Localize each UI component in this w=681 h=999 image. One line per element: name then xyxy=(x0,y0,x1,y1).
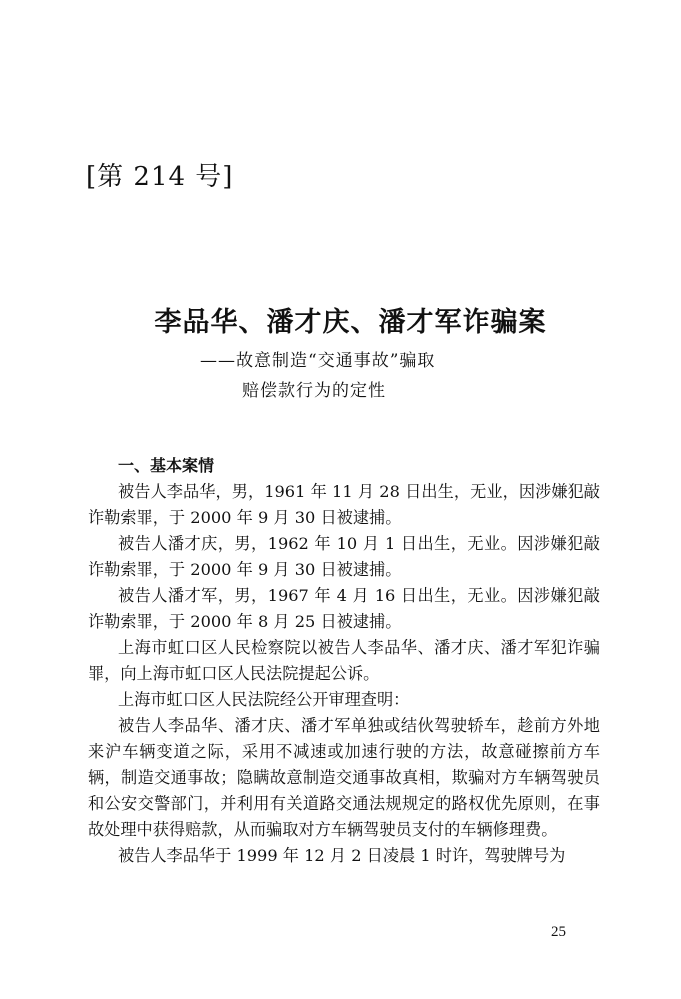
case-number: [第 214 号] xyxy=(86,162,234,192)
paragraph-defendant-1: 被告人李品华，男，1961 年 11 月 28 日出生，无业，因涉嫌犯敲诈勒索罪，于 2000 年 9 月 30 日被逮捕。 xyxy=(88,482,600,527)
paragraph-prosecution: 上海市虹口区人民检察院以被告人李品华、潘才庆、潘才军犯诈骗罪，向上海市虹口区人民法院提起公诉。 xyxy=(88,638,600,683)
body-text xyxy=(88,453,600,869)
paragraph-defendant-2: 被告人潘才庆，男，1962 年 10 月 1 日出生，无业。因涉嫌犯敲诈勒索罪，于 2000 年 9 月 30 日被逮捕。 xyxy=(88,534,600,579)
page-number: 25 xyxy=(551,924,566,940)
title-block xyxy=(0,300,681,401)
paragraph-court-finding-intro: 上海市虹口区人民法院经公开审理查明： xyxy=(118,690,410,709)
paragraph-defendant-3: 被告人潘才军，男，1967 年 4 月 16 日出生，无业。因涉嫌犯敲诈勒索罪，于 2000 年 8 月 25 日被逮捕。 xyxy=(88,586,600,631)
paragraph-court-finding: 被告人李品华、潘才庆、潘才军单独或结伙驾驶轿车，趁前方外地来沪车辆变道之际，采用不减速或加速行驶的方法，故意碰擦前方车辆，制造交通事故；隐瞒故意制造交通事故真相，欺骗对方车辆驾驶员和公安交警部门，并利用有关道路交通法规规定的路权优先原则，在事故处理中获得赔款，从而骗取对方车辆驾驶员支付的车辆修理费。 xyxy=(88,716,600,839)
case-subtitle-line-2: 赔偿款行为的定性 xyxy=(242,381,386,401)
case-title: 李品华、潘才庆、潘才军诈骗案 xyxy=(154,307,547,338)
paragraph-incident: 被告人李品华于 1999 年 12 月 2 日凌晨 1 时许，驾驶牌号为 xyxy=(118,846,566,865)
case-subtitle-line-1: ——故意制造“交通事故”骗取 xyxy=(200,351,436,371)
section-heading: 一、基本案情 xyxy=(118,456,215,475)
